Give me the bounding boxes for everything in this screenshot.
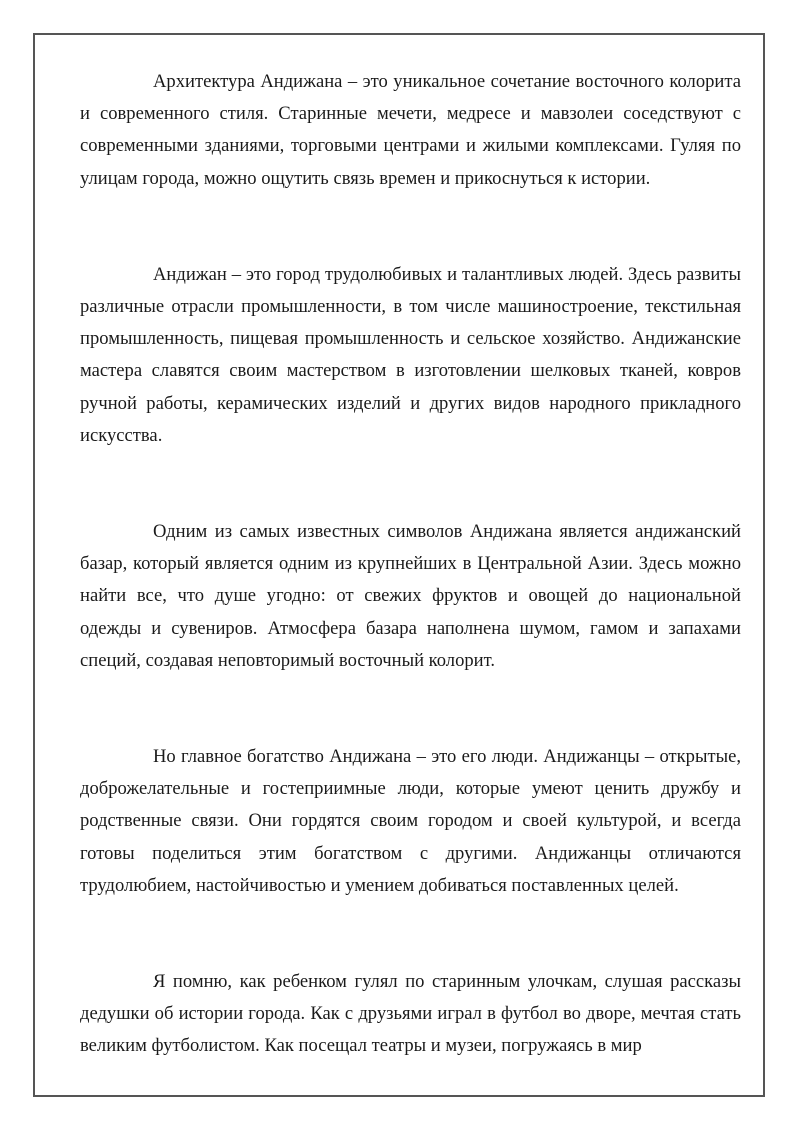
paragraph-bazaar: Одним из самых известных символов Андижана является андижанский базар, который является одним из крупнейших в Центральной Азии. Здесь можно найти все, что душе угодно: от свежих фруктов и овощей до национальной одежды и сувениров. Атмосфера базара наполнена шумом, гамом и запахами специй, создавая неповторимый восточный колорит. — [80, 521, 741, 671]
document-body — [80, 66, 741, 1063]
paragraph-architecture: Архитектура Андижана – это уникальное сочетание восточного колорита и современного стиля. Старинные мечети, медресе и мавзолеи соседствуют с современными зданиями, торговыми центрами и жилыми комплексами. Гуляя по улицам города, можно ощутить связь времен и прикоснуться к истории. — [80, 71, 741, 189]
paragraph-people: Но главное богатство Андижана – это его люди. Андижанцы – открытые, доброжелательные и гостеприимные люди, которые умеют ценить дружбу и родственные связи. Они гордятся своим городом и своей культурой, и всегда готовы поделиться этим богатством с другими. Андижанцы отличаются трудолюбием, настойчивостью и умением добиваться поставленных целей. — [80, 746, 741, 896]
paragraph-industry: Андижан – это город трудолюбивых и талантливых людей. Здесь развиты различные отрасли промышленности, в том числе машиностроение, текстильная промышленность, пищевая промышленность и сельское хозяйство. Андижанские мастера славятся своим мастерством в изготовлении шелковых тканей, ковров ручной работы, керамических изделий и других видов народного прикладного искусства. — [80, 263, 741, 446]
paragraph-memories: Я помню, как ребенком гулял по старинным улочкам, слушая рассказы дедушки об истории города. Как с друзьями играл в футбол во дворе, мечтая стать великим футболистом. Как посещал театры и музеи, погружаясь в мир — [80, 971, 741, 1057]
